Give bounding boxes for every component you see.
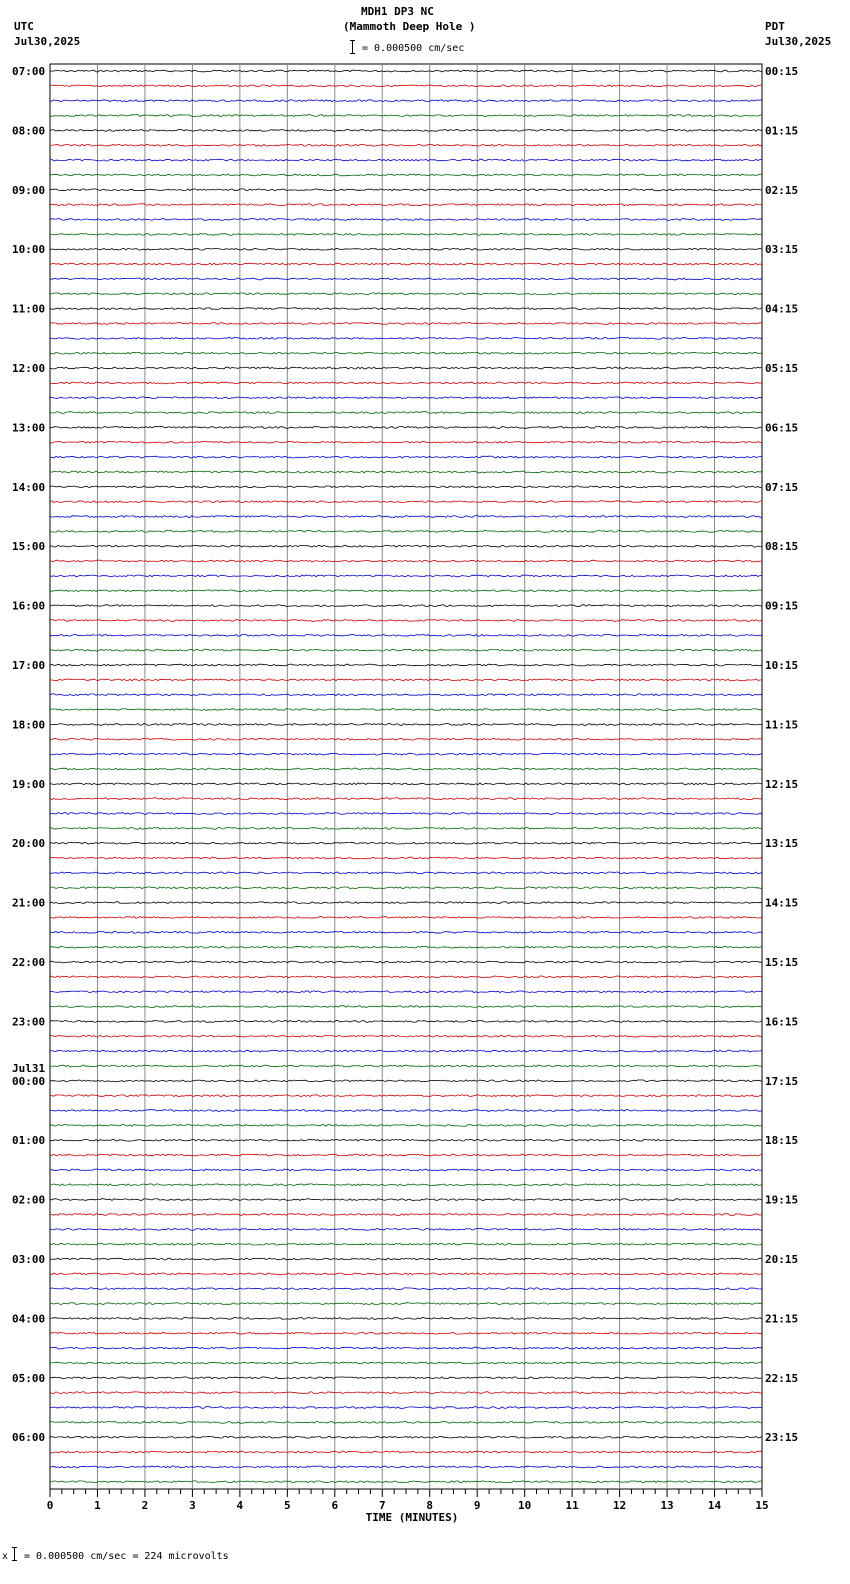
trace-line [50,1392,762,1394]
trace-line [50,1243,762,1245]
trace-line [50,679,762,681]
trace-line [50,471,762,473]
utc-hour-label: 07:00 [12,65,46,78]
utc-hour-label: 16:00 [12,599,46,613]
trace-line [50,842,762,844]
x-tick-label: 10 [518,1499,532,1512]
utc-hour-label: 22:00 [12,956,46,969]
trace-line [50,946,762,948]
x-tick-label: 3 [189,1499,196,1512]
left-date: Jul30,2025 [14,35,81,48]
pdt-hour-label: 17:15 [765,1074,799,1088]
utc-hour-label: 12:00 [12,362,46,375]
trace-line [50,1228,762,1230]
pdt-hour-label: 12:15 [765,777,799,791]
trace-line [50,887,762,889]
pdt-hour-label: 11:15 [765,718,799,732]
trace-line [50,857,762,859]
trace-line [50,1080,762,1082]
trace-line [50,263,762,265]
trace-line [50,234,762,236]
trace-line [50,917,762,919]
trace-line [50,1125,762,1127]
trace-line [50,1199,762,1201]
trace-line [50,798,762,800]
trace-line [50,1184,762,1186]
trace-line [50,486,762,488]
x-tick-label: 15 [755,1499,769,1512]
trace-line [50,337,762,339]
trace-line [50,1021,762,1023]
trace-line [50,382,762,384]
trace-line [50,1407,762,1409]
x-tick-label: 6 [331,1499,339,1512]
x-tick-label: 7 [378,1499,386,1512]
trace-line [50,352,762,354]
pdt-hour-label: 08:15 [765,540,799,554]
utc-hour-label: 20:00 [12,837,46,851]
trace-line [50,293,762,295]
trace-line [50,1362,762,1364]
trace-line [50,427,762,429]
trace-line [50,219,762,221]
trace-line [50,70,762,72]
trace-line [50,1214,762,1216]
trace-line [50,709,762,711]
trace-line [50,605,762,607]
trace-line [50,1035,762,1037]
trace-line [50,1110,762,1112]
x-tick-label: 8 [426,1499,434,1512]
trace-line [50,872,762,874]
trace-line [50,441,762,443]
trace-line [50,1095,762,1097]
trace-line [50,620,762,622]
trace-line [50,1347,762,1349]
station-title: MDH1 DP3 NC [361,5,434,18]
trace-line [50,115,762,117]
pdt-hour-label: 03:15 [765,243,799,257]
trace-line [50,768,762,770]
pdt-hour-label: 10:15 [765,659,799,672]
utc-hour-label: 23:00 [12,1015,46,1029]
trace-line [50,1050,762,1052]
trace-line [50,323,762,325]
trace-line [50,248,762,250]
site-title: (Mammoth Deep Hole ) [343,20,476,33]
utc-hour-label: 05:00 [12,1371,46,1385]
pdt-hour-label: 14:15 [765,896,799,910]
pdt-hour-label: 22:15 [765,1371,799,1385]
x-tick-label: 0 [46,1499,54,1512]
utc-hour-label: 10:00 [12,243,46,257]
pdt-hour-label: 19:15 [765,1193,799,1207]
pdt-hour-label: 15:15 [765,956,799,969]
x-tick-label: 4 [236,1499,244,1512]
trace-line [50,174,762,176]
pdt-hour-label: 09:15 [765,599,799,613]
trace-line [50,516,762,518]
trace-line [50,1139,762,1141]
x-axis-title: TIME (MINUTES) [365,1511,459,1524]
x-tick-label: 13 [660,1499,674,1512]
trace-line [50,931,762,933]
utc-hour-label: 09:00 [12,183,46,197]
trace-line [50,694,762,696]
trace-line [50,1273,762,1275]
footer-scale-label: = 0.000500 cm/sec = 224 microvolts [24,1551,229,1562]
pdt-hour-label: 02:15 [765,183,799,197]
utc-hour-label: 17:00 [12,659,46,672]
trace-line [50,367,762,369]
trace-line [50,278,762,280]
trace-line [50,664,762,666]
pdt-hour-label: 20:15 [765,1253,799,1266]
trace-line [50,560,762,562]
trace-line [50,1436,762,1438]
utc-hour-label: 18:00 [12,718,46,732]
trace-line [50,902,762,904]
trace-line [50,575,762,577]
pdt-hour-label: 07:15 [765,480,799,494]
x-tick-label: 5 [284,1499,291,1512]
trace-line [50,1006,762,1008]
trace-line [50,783,762,785]
trace-line [50,397,762,399]
trace-line [50,1332,762,1334]
x-tick-label: 2 [141,1499,149,1512]
trace-line [50,1154,762,1156]
trace-line [50,738,762,740]
utc-hour-label: 08:00 [12,124,46,138]
utc-hour-label: 14:00 [12,480,46,494]
trace-line [50,1481,762,1483]
trace-line [50,1451,762,1453]
utc-hour-label: 00:00 [12,1074,46,1088]
footer-scale-bar-icon [12,1546,17,1560]
trace-line [50,1258,762,1260]
trace-line [50,590,762,592]
utc-hour-label: 06:00 [12,1431,46,1445]
trace-line [50,130,762,132]
pdt-hour-label: 04:15 [765,302,799,316]
trace-line [50,412,762,414]
x-tick-label: 1 [94,1499,101,1512]
pdt-hour-label: 23:15 [765,1431,799,1445]
trace-line [50,456,762,458]
utc-hour-label: 19:00 [12,777,46,791]
footer-prefix: x [2,1551,9,1562]
pdt-hour-label: 21:15 [765,1312,799,1326]
trace-line [50,189,762,191]
trace-line [50,85,762,87]
pdt-hour-label: 06:15 [765,421,799,435]
trace-line [50,813,762,815]
trace-line [50,976,762,978]
plot-frame [50,64,762,1489]
pdt-hour-label: 16:15 [765,1015,799,1029]
x-tick-label: 11 [565,1499,579,1512]
left-timezone: UTC [14,20,34,33]
utc-hour-label: 03:00 [12,1253,46,1266]
trace-line [50,204,762,206]
utc-hour-label: 02:00 [12,1193,46,1207]
right-date: Jul30,2025 [765,35,832,48]
pdt-hour-label: 18:15 [765,1134,799,1148]
utc-hour-label: 04:00 [12,1312,46,1326]
trace-line [50,1169,762,1171]
utc-hour-label: 11:00 [12,302,46,316]
scale-label: = 0.000500 cm/sec [362,43,465,54]
trace-line [50,991,762,993]
pdt-hour-label: 00:15 [765,65,799,78]
trace-line [50,1318,762,1320]
right-timezone: PDT [765,20,785,33]
utc-hour-label: 13:00 [12,421,46,435]
x-tick-label: 12 [612,1499,627,1512]
utc-hour-label: 01:00 [12,1134,46,1148]
trace-line [50,828,762,830]
x-tick-label: 14 [707,1499,722,1512]
date-change-label: Jul31 [12,1061,46,1075]
trace-line [50,531,762,533]
trace-line [50,634,762,636]
trace-line [50,1288,762,1290]
trace-line [50,545,762,547]
trace-line [50,159,762,161]
trace-line [50,649,762,651]
trace-line [50,501,762,503]
x-tick-label: 9 [473,1499,481,1512]
trace-line [50,1065,762,1067]
trace-line [50,724,762,726]
trace-line [50,1303,762,1305]
trace-line [50,753,762,755]
trace-line [50,1466,762,1468]
trace-line [50,100,762,102]
trace-line [50,961,762,963]
trace-line [50,1377,762,1379]
trace-line [50,308,762,310]
pdt-hour-label: 13:15 [765,837,799,851]
trace-line [50,144,762,146]
utc-hour-label: 15:00 [12,540,46,554]
pdt-hour-label: 01:15 [765,124,799,138]
utc-hour-label: 21:00 [12,896,46,910]
trace-line [50,1422,762,1424]
pdt-hour-label: 05:15 [765,362,799,375]
